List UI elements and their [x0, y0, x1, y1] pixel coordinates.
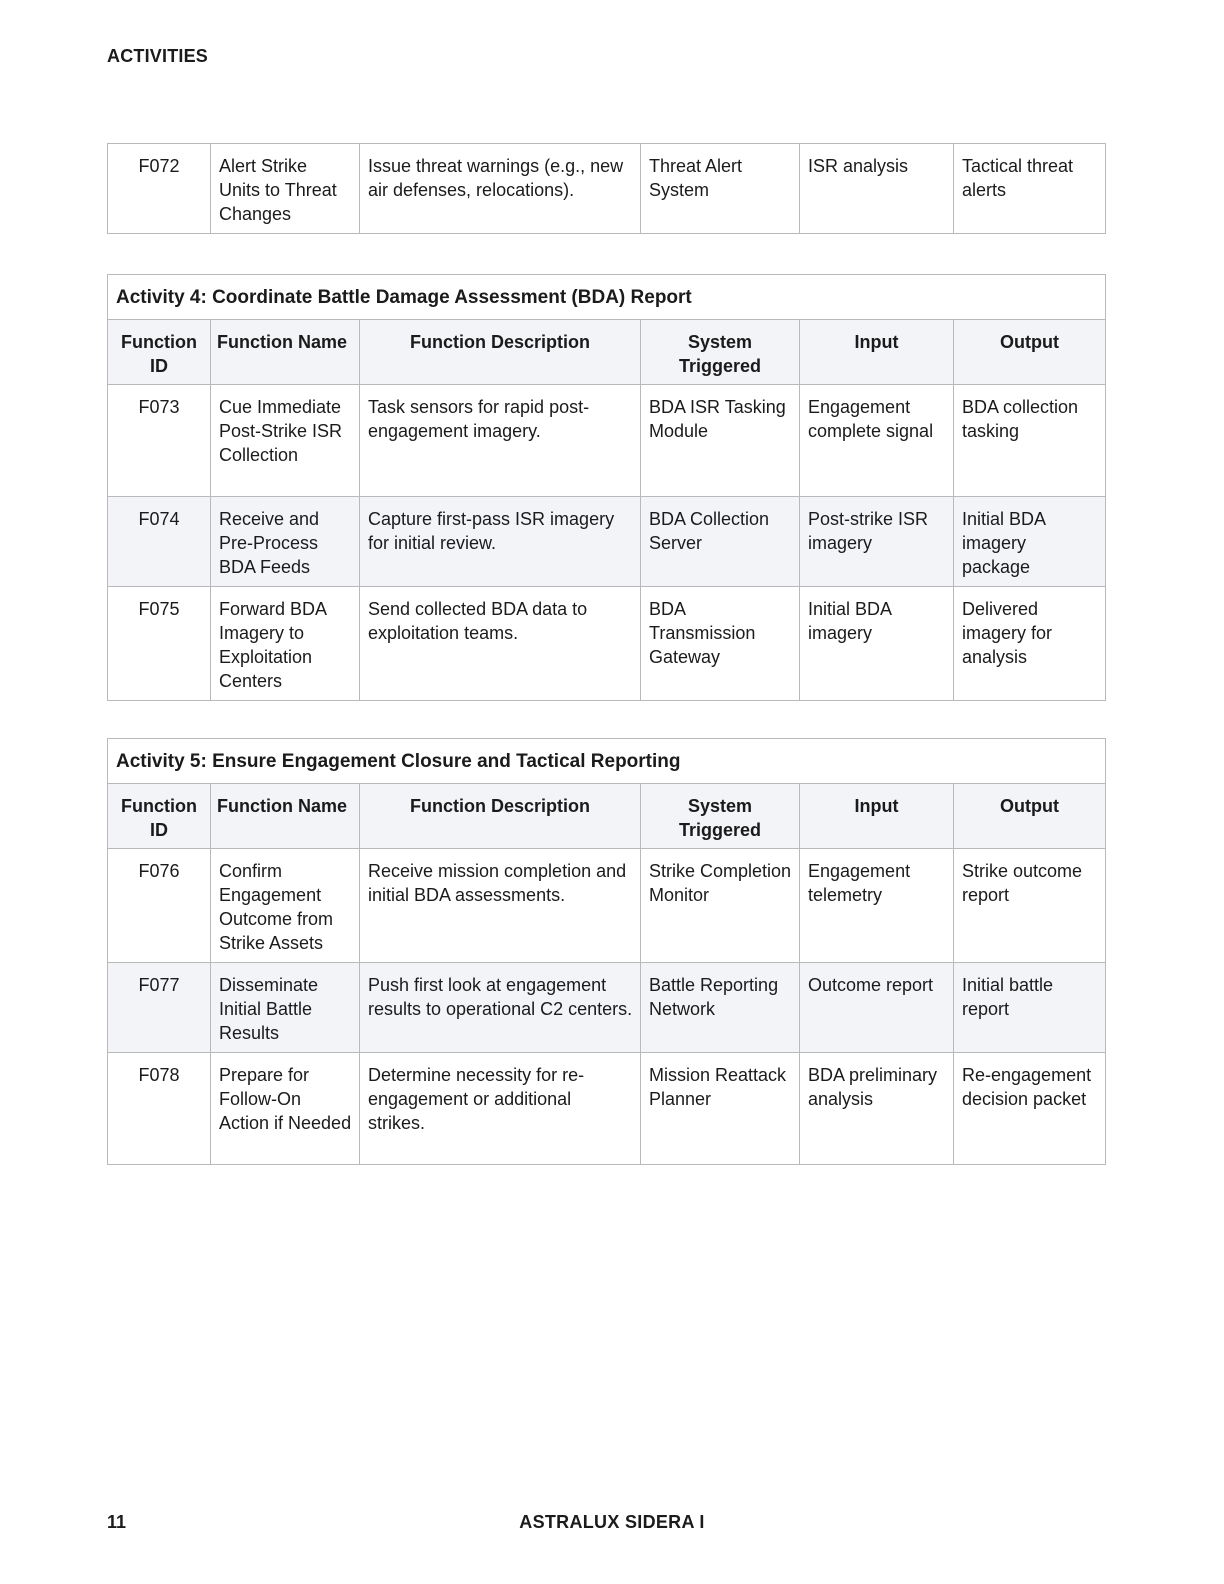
header-function-id: Function ID: [108, 320, 211, 385]
table-title-row: [108, 275, 1106, 320]
continuation-table: [107, 143, 1106, 234]
function-description: Receive mission completion and initial BDA assessments.: [360, 849, 641, 963]
output-cell: Strike outcome report: [954, 849, 1106, 963]
system-triggered: Threat Alert System: [641, 144, 800, 234]
function-description: Send collected BDA data to exploitation teams.: [360, 587, 641, 701]
function-id: F074: [108, 497, 211, 587]
system-triggered: Battle Reporting Network: [641, 963, 800, 1053]
header-system-triggered: System Triggered: [641, 320, 800, 385]
header-input: Input: [800, 784, 954, 849]
system-triggered: Strike Completion Monitor: [641, 849, 800, 963]
function-description: Push first look at engagement results to operational C2 centers.: [360, 963, 641, 1053]
header-system-triggered: System Triggered: [641, 784, 800, 849]
function-description: Issue threat warnings (e.g., new air defenses, relocations).: [360, 144, 641, 234]
header-output: Output: [954, 784, 1106, 849]
table-row: [108, 963, 1106, 1053]
system-triggered: Mission Reattack Planner: [641, 1053, 800, 1165]
table-title-row: [108, 739, 1106, 784]
function-id: F076: [108, 849, 211, 963]
table-row: [108, 1053, 1106, 1165]
output-cell: Initial BDA imagery package: [954, 497, 1106, 587]
system-triggered: BDA ISR Tasking Module: [641, 385, 800, 497]
output-cell: Tactical threat alerts: [954, 144, 1106, 234]
page-section-header: ACTIVITIES: [107, 46, 209, 66]
page-number: 11: [107, 1512, 127, 1532]
function-id: F072: [108, 144, 211, 234]
document-title: ASTRALUX SIDERA I: [519, 1512, 705, 1532]
input-cell: Initial BDA imagery: [800, 587, 954, 701]
system-triggered: BDA Collection Server: [641, 497, 800, 587]
table-row: [108, 385, 1106, 497]
output-cell: Re-engagement decision packet: [954, 1053, 1106, 1165]
function-name: Confirm Engagement Outcome from Strike Assets: [211, 849, 360, 963]
function-id: F077: [108, 963, 211, 1053]
header-function-name: Function Name: [211, 320, 360, 385]
function-description: Capture first-pass ISR imagery for initial review.: [360, 497, 641, 587]
input-cell: ISR analysis: [800, 144, 954, 234]
output-cell: Initial battle report: [954, 963, 1106, 1053]
output-cell: BDA collection tasking: [954, 385, 1106, 497]
header-input: Input: [800, 320, 954, 385]
activity-4-table: [107, 274, 1106, 701]
activity-5-title: Activity 5: Ensure Engagement Closure and Tactical Reporting: [108, 739, 1106, 784]
input-cell: Post-strike ISR imagery: [800, 497, 954, 587]
function-id: F073: [108, 385, 211, 497]
activity-5-table: [107, 738, 1106, 1165]
header-function-id: Function ID: [108, 784, 211, 849]
column-header-row: [108, 320, 1106, 385]
function-description: Determine necessity for re-engagement or additional strikes.: [360, 1053, 641, 1165]
input-cell: BDA preliminary analysis: [800, 1053, 954, 1165]
function-id: F075: [108, 587, 211, 701]
function-name: Receive and Pre-Process BDA Feeds: [211, 497, 360, 587]
input-cell: Outcome report: [800, 963, 954, 1053]
function-name: Forward BDA Imagery to Exploitation Centers: [211, 587, 360, 701]
activity-4-title: Activity 4: Coordinate Battle Damage Assessment (BDA) Report: [108, 275, 1106, 320]
function-name: Alert Strike Units to Threat Changes: [211, 144, 360, 234]
input-cell: Engagement complete signal: [800, 385, 954, 497]
system-triggered: BDA Transmission Gateway: [641, 587, 800, 701]
table-row: [108, 849, 1106, 963]
table-row: [108, 497, 1106, 587]
function-description: Task sensors for rapid post-engagement imagery.: [360, 385, 641, 497]
table-row: [108, 587, 1106, 701]
function-name: Disseminate Initial Battle Results: [211, 963, 360, 1053]
function-name: Cue Immediate Post-Strike ISR Collection: [211, 385, 360, 497]
column-header-row: [108, 784, 1106, 849]
header-function-description: Function Description: [360, 784, 641, 849]
function-id: F078: [108, 1053, 211, 1165]
header-function-name: Function Name: [211, 784, 360, 849]
output-cell: Delivered imagery for analysis: [954, 587, 1106, 701]
table-row: [108, 144, 1106, 234]
input-cell: Engagement telemetry: [800, 849, 954, 963]
function-name: Prepare for Follow-On Action if Needed: [211, 1053, 360, 1165]
header-output: Output: [954, 320, 1106, 385]
header-function-description: Function Description: [360, 320, 641, 385]
